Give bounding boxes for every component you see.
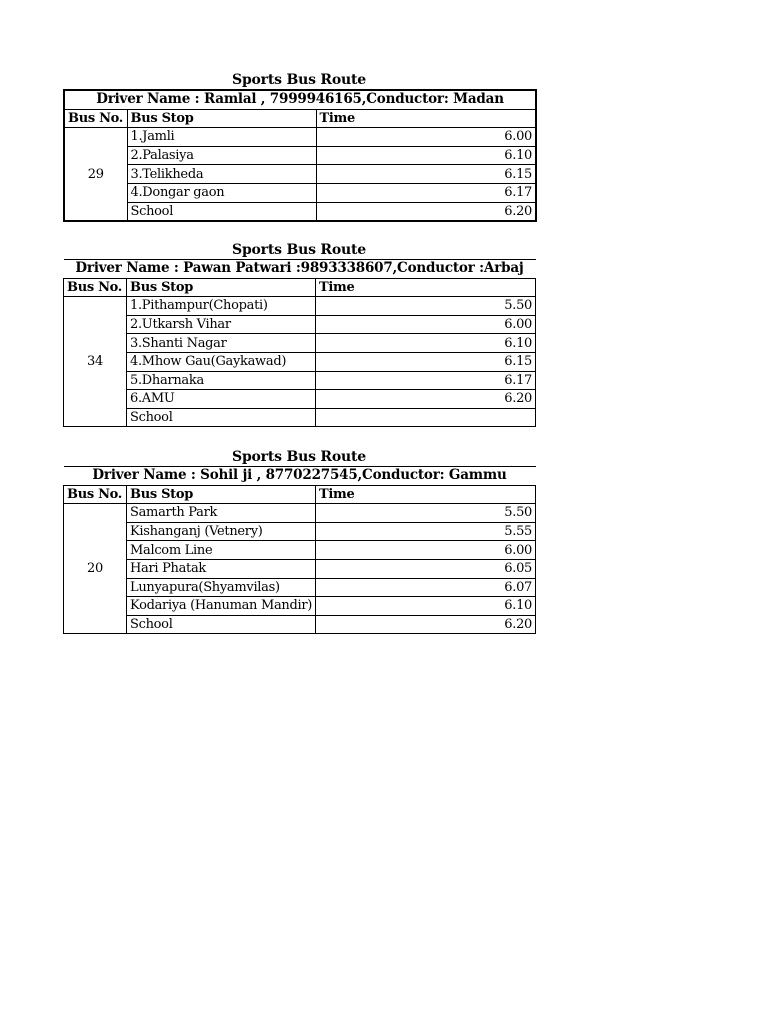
- stop-time: 6.17: [316, 183, 536, 202]
- stop-time: 6.15: [316, 352, 536, 371]
- header-bus-no: Bus No.: [64, 485, 127, 504]
- bus-stop: Samarth Park: [127, 504, 316, 523]
- stop-time: 6.10: [316, 334, 536, 353]
- bus-stop: 3.Telikheda: [127, 165, 316, 184]
- driver-info: Driver Name : Pawan Patwari :9893338607,Conductor :Arbaj: [64, 260, 536, 279]
- bus-stop: Kodariya (Hanuman Mandir): [127, 597, 316, 616]
- route-block-3: [63, 448, 535, 634]
- route-title: Sports Bus Route: [232, 242, 366, 258]
- header-bus-no: Bus No.: [64, 109, 127, 128]
- stop-time: [316, 408, 536, 427]
- stop-time: 5.55: [316, 522, 536, 541]
- stop-time: 6.05: [316, 559, 536, 578]
- route-table: [63, 259, 536, 427]
- header-time: Time: [316, 278, 536, 297]
- table-header-row: [64, 485, 536, 504]
- table-row: [64, 578, 536, 597]
- bus-stop: School: [127, 615, 316, 634]
- table-row: [64, 334, 536, 353]
- driver-row: [64, 260, 536, 279]
- bus-stop: 3.Shanti Nagar: [127, 334, 316, 353]
- bus-stop: 1.Jamli: [127, 128, 316, 147]
- header-bus-stop: Bus Stop: [127, 278, 316, 297]
- table-row: [64, 352, 536, 371]
- bus-stop: 2.Palasiya: [127, 146, 316, 165]
- bus-stop: 5.Dharnaka: [127, 371, 316, 390]
- bus-stop: 4.Mhow Gau(Gaykawad): [127, 352, 316, 371]
- route-table: [63, 89, 537, 222]
- table-row: [64, 408, 536, 427]
- table-row: [64, 165, 536, 184]
- bus-stop: 6.AMU: [127, 390, 316, 409]
- bus-stop: 2.Utkarsh Vihar: [127, 315, 316, 334]
- bus-number: 20: [64, 504, 127, 634]
- bus-stop: Malcom Line: [127, 541, 316, 560]
- stop-time: 5.50: [316, 504, 536, 523]
- route-title: Sports Bus Route: [232, 449, 366, 465]
- table-row: [64, 597, 536, 616]
- stop-time: 6.00: [316, 541, 536, 560]
- table-row: [64, 522, 536, 541]
- route-title: Sports Bus Route: [232, 72, 366, 88]
- route-block-1: [63, 71, 535, 222]
- driver-row: [64, 467, 536, 486]
- stop-time: 6.10: [316, 146, 536, 165]
- table-row: [64, 202, 536, 221]
- bus-stop: Lunyapura(Shyamvilas): [127, 578, 316, 597]
- stop-time: 6.10: [316, 597, 536, 616]
- table-row: [64, 315, 536, 334]
- header-time: Time: [316, 485, 536, 504]
- table-row: [64, 183, 536, 202]
- table-row: [64, 541, 536, 560]
- bus-stop: School: [127, 202, 316, 221]
- header-time: Time: [316, 109, 536, 128]
- stop-time: 6.07: [316, 578, 536, 597]
- table-row: [64, 504, 536, 523]
- route-table: [63, 466, 536, 634]
- table-header-row: [64, 278, 536, 297]
- bus-stop: 4.Dongar gaon: [127, 183, 316, 202]
- stop-time: 6.00: [316, 128, 536, 147]
- driver-row: [64, 90, 536, 109]
- table-row: [64, 128, 536, 147]
- header-bus-stop: Bus Stop: [127, 485, 316, 504]
- stop-time: 6.20: [316, 202, 536, 221]
- stop-time: 5.50: [316, 297, 536, 316]
- bus-stop: Hari Phatak: [127, 559, 316, 578]
- table-row: [64, 559, 536, 578]
- bus-number: 34: [64, 297, 127, 427]
- bus-number: 29: [64, 128, 127, 221]
- table-header-row: [64, 109, 536, 128]
- bus-stop: Kishanganj (Vetnery): [127, 522, 316, 541]
- stop-time: 6.17: [316, 371, 536, 390]
- route-block-2: [63, 241, 535, 427]
- header-bus-no: Bus No.: [64, 278, 127, 297]
- stop-time: 6.20: [316, 615, 536, 634]
- header-bus-stop: Bus Stop: [127, 109, 316, 128]
- bus-stop: 1.Pithampur(Chopati): [127, 297, 316, 316]
- stop-time: 6.00: [316, 315, 536, 334]
- stop-time: 6.20: [316, 390, 536, 409]
- stop-time: 6.15: [316, 165, 536, 184]
- bus-stop: School: [127, 408, 316, 427]
- driver-info: Driver Name : Sohil ji , 8770227545,Conductor: Gammu: [64, 467, 536, 486]
- table-row: [64, 371, 536, 390]
- table-row: [64, 615, 536, 634]
- driver-info: Driver Name : Ramlal , 7999946165,Conductor: Madan: [64, 90, 536, 109]
- table-row: [64, 390, 536, 409]
- table-row: [64, 146, 536, 165]
- table-row: [64, 297, 536, 316]
